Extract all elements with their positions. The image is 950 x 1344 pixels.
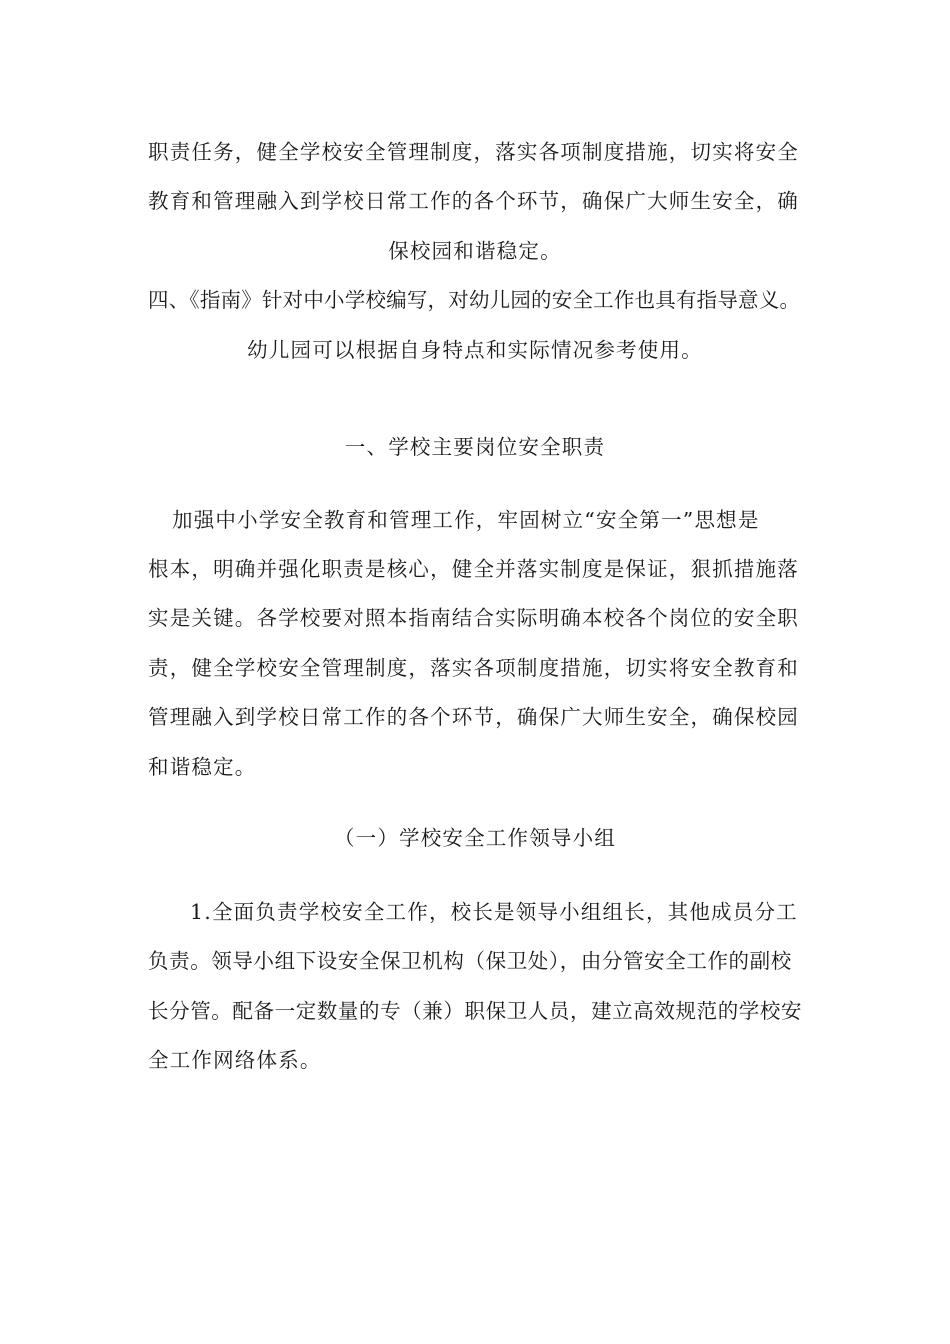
subsection-title: （一）学校安全工作领导小组 bbox=[333, 826, 617, 850]
intro-line-2: 教育和管理融入到学校日常工作的各个环节，确保广大师生安全，确 bbox=[148, 189, 799, 213]
intro-line-3: 保校园和谐稳定。 bbox=[388, 239, 562, 263]
subsection-para-line-4: 全工作网络体系。 bbox=[148, 1048, 322, 1072]
section-para-line-6: 和谐稳定。 bbox=[148, 755, 257, 779]
subsection-para-line-2: 负责。领导小组下设安全保卫机构（保卫处），由分管安全工作的副校 bbox=[148, 949, 792, 973]
intro-line-1: 职责任务，健全学校安全管理制度，落实各项制度措施，切实将安全 bbox=[148, 140, 799, 164]
subsection-para-line-3: 长分管。配备一定数量的专（兼）职保卫人员，建立高效规范的学校安 bbox=[148, 999, 803, 1023]
note4-line-2: 幼儿园可以根据自身特点和实际情况参考使用。 bbox=[247, 338, 703, 362]
section-para-line-3: 实是关键。各学校要对照本指南结合实际明确本校各个岗位的安全职 bbox=[148, 606, 799, 630]
note4-line-1: 四、《指南》针对中小学校编写，对幼儿园的安全工作也具有指导意义。 bbox=[148, 288, 801, 312]
section-para-line-4: 责，健全学校安全管理制度，落实各项制度措施，切实将安全教育和 bbox=[148, 656, 799, 680]
section-title: 一、学校主要岗位安全职责 bbox=[344, 435, 606, 459]
section-para-line-1: 加强中小学安全教育和管理工作，牢固树立“安全第一”思想是 bbox=[172, 508, 760, 532]
section-para-line-2: 根本，明确并强化职责是核心，健全并落实制度是保证，狠抓措施落 bbox=[148, 557, 799, 581]
subsection-para-line-1: 1.全面负责学校安全工作，校长是领导小组组长，其他成员分工 bbox=[190, 900, 798, 924]
section-para-line-5: 管理融入到学校日常工作的各个环节，确保广大师生安全，确保校园 bbox=[148, 705, 799, 729]
